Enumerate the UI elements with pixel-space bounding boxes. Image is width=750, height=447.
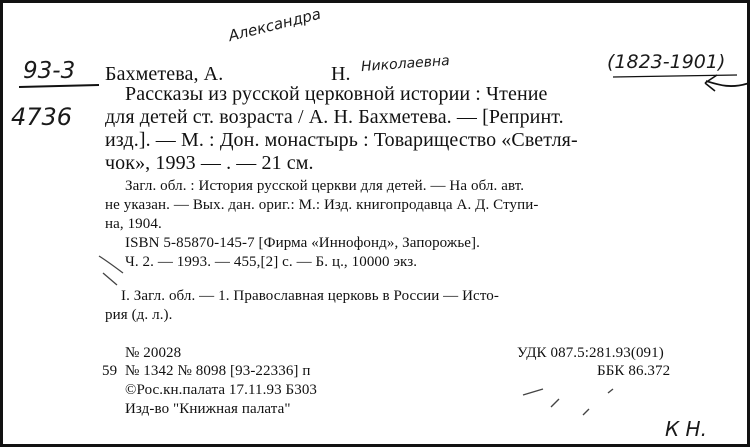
pen-arrow [706,81,747,86]
shelf-mark-underline [19,85,99,87]
book-chamber-line: ©Рос.кн.палата 17.11.93 Б303 [125,382,318,398]
registration-number: № 20028 [125,345,182,361]
body-line: Рассказы из русской церковной истории : Чтение [125,83,548,105]
note-line: не указан. — Вых. дан. ориг.: М.: Изд. книгопродавца А. Д. Ступи- [105,197,539,213]
bbk-code: ББК 86.372 [597,363,671,379]
body-line: для детей ст. возраста / А. Н. Бахметева. — [Репринт. [105,106,564,128]
isbn-line: ISBN 5-85870-145-7 [Фирма «Иннофонд», Запорожье]. [125,235,481,251]
body-line: чок», 1993 — . — 21 см. [105,152,314,174]
handwritten-life-dates: (1823-1901) [607,51,726,73]
handwritten-shelf-mark-bottom: 4736 [11,103,73,131]
registration-numbers: № 1342 № 8098 [93-22336] п [125,363,311,379]
author-heading: Бахметева, А. [105,63,224,85]
handwritten-given-name: Александра [226,4,323,45]
dates-underline [613,75,737,77]
publisher-line: Изд-во "Книжная палата" [125,401,291,417]
handwritten-shelf-mark-top: 93-3 [23,58,76,84]
author-patronymic-initial: Н. [331,63,351,85]
udc-code: УДК 087.5:281.93(091) [517,345,664,361]
note-line: на, 1904. [105,216,162,232]
pencil-squiggle [99,256,123,285]
pencil-ticks [523,389,613,415]
volume-line: Ч. 2. — 1993. — 455,[2] с. — Б. ц., 10000 экз. [125,254,418,270]
handwritten-initials: К Н. [665,417,707,441]
note-line: Загл. обл. : История русской церкви для детей. — На обл. авт. [125,178,525,194]
pen-marks [3,3,747,444]
registration-prefix: 59 [102,363,118,379]
subject-line: I. Загл. обл. — 1. Православная церковь в России — Исто- [121,288,499,304]
subject-line: рия (д. л.). [105,307,173,323]
body-line: изд.]. — М. : Дон. монастырь : Товарищество «Светля- [105,129,578,151]
handwritten-patronymic: Николаевна [360,52,451,76]
